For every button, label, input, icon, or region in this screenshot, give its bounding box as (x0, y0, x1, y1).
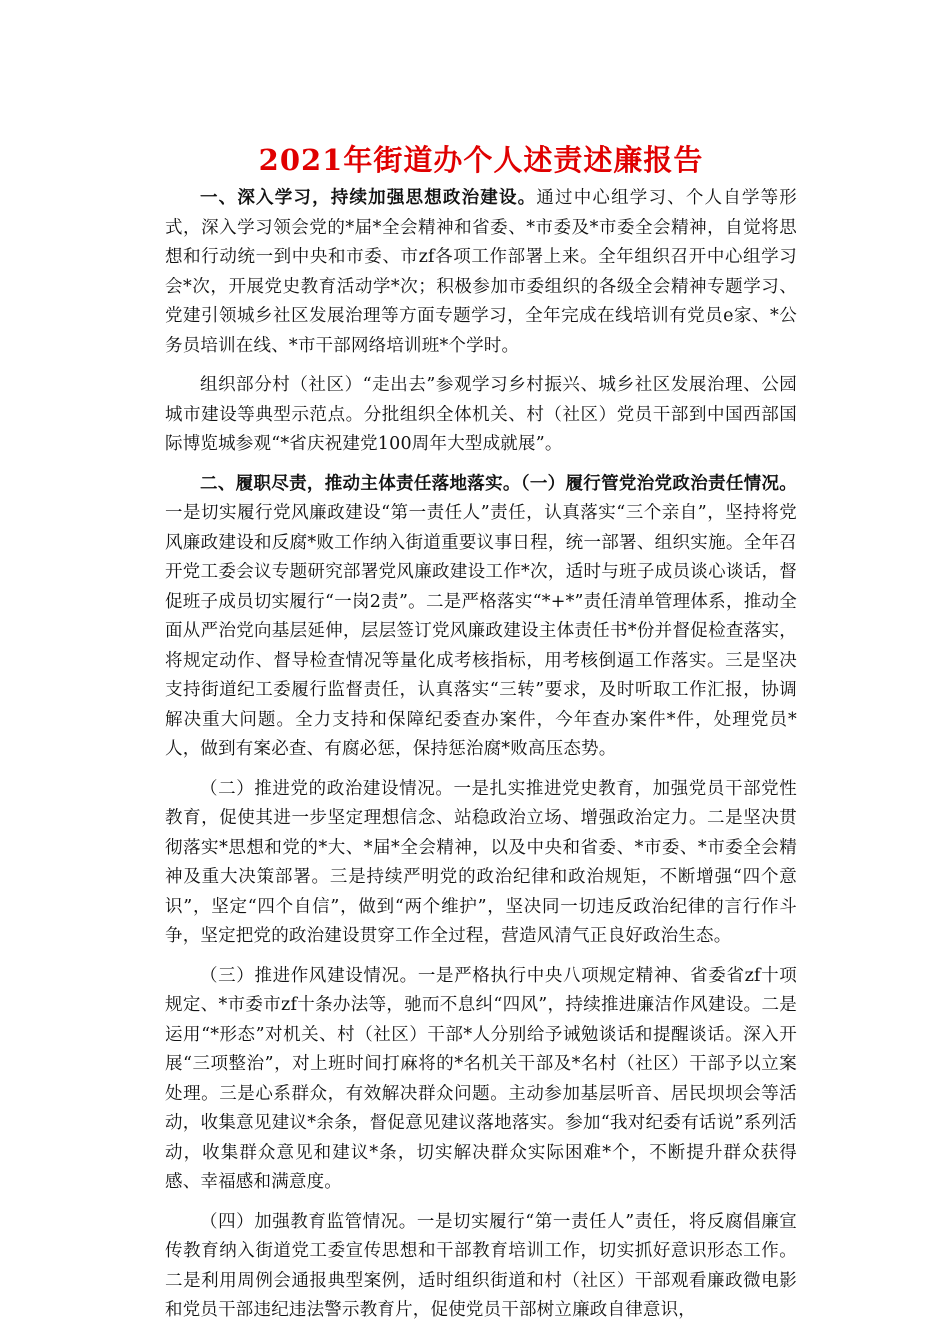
paragraph-1 (165, 184, 797, 361)
paragraph-5 (165, 962, 797, 1198)
paragraph-3-heading: 二、履职尽责，推动主体责任落地落实。（一）履行管党治党政治责任情况。 (200, 473, 797, 494)
paragraph-3 (165, 470, 797, 765)
paragraph-2 (165, 371, 797, 460)
paragraph-6 (165, 1208, 797, 1326)
paragraph-4-body: （二）推进党的政治建设情况。一是扎实推进党史教育，加强党员干部党性教育，促使其进一步坚定理想信念、站稳政治立场、增强政治定力。二是坚决贯彻落实*思想和党的*大、*届*全会精神，以及中央和省委、*市委、*市委全会精神及重大决策部署。三是持续严明党的政治纪律和政治规矩，不断增强“四个意识”，坚定“四个自信”，做到“两个维护”，坚决同一切违反政治纪律的言行作斗争，坚定把党的政治建设贯穿工作全过程，营造风清气正良好政治生态。 (165, 778, 797, 946)
document-page (165, 140, 797, 1336)
paragraph-3-body: 一是切实履行党风廉政建设“第一责任人”责任，认真落实“三个亲自”，坚持将党风廉政建设和反腐*败工作纳入街道重要议事日程，统一部署、组织实施。全年召开党工委会议专题研究部署党风廉政建设工作*次，适时与班子成员谈心谈话，督促班子成员切实履行“一岗2责”。二是严格落实“*+*”责任清单管理体系，推动全面从严治党向基层延伸，层层签订党风廉政建设主体责任书*份并督促检查落实，将规定动作、督导检查情况等量化成考核指标，用考核倒逼工作落实。三是坚决支持街道纪工委履行监督责任，认真落实“三转”要求，及时听取工作汇报，协调解决重大问题。全力支持和保障纪委查办案件，今年查办案件*件，处理党员*人，做到有案必查、有腐必惩，保持惩治腐*败高压态势。 (165, 503, 797, 759)
paragraph-2-body: 组织部分村（社区）“走出去”参观学习乡村振兴、城乡社区发展治理、公园城市建设等典型示范点。分批组织全体机关、村（社区）党员干部到中国西部国际博览城参观“*省庆祝建党100周年大型成就展”。 (165, 375, 797, 454)
paragraph-6-body: （四）加强教育监管情况。一是切实履行“第一责任人”责任，将反腐倡廉宣传教育纳入街道党工委宣传思想和干部教育培训工作，切实抓好意识形态工作。二是利用周例会通报典型案例，适时组织街道和村（社区）干部观看廉政微电影和党员干部违纪违法警示教育片，促使党员干部树立廉政自律意识， (165, 1211, 797, 1320)
paragraph-5-body: （三）推进作风建设情况。一是严格执行中央八项规定精神、省委省zf十项规定、*市委市zf十条办法等，驰而不息纠“四风”，持续推进廉洁作风建设。二是运用“*形态”对机关、村（社区）干部*人分别给予诫勉谈话和提醒谈话。深入开展“三项整治”，对上班时间打麻将的*名机关干部及*名村（社区）干部予以立案处理。三是心系群众，有效解决群众问题。主动参加基层听音、居民坝坝会等活动，收集意见建议*余条，督促意见建议落地落实。参加“我对纪委有话说”系列活动，收集群众意见和建议*条，切实解决群众实际困难*个，不断提升群众获得感、幸福感和满意度。 (165, 965, 797, 1192)
document-title: 2021年街道办个人述责述廉报告 (258, 143, 704, 177)
paragraph-1-heading: 一、深入学习，持续加强思想政治建设。 (200, 188, 537, 208)
paragraph-1-body: 通过中心组学习、个人自学等形式，深入学习领会党的*届*全会精神和省委、*市委及*市委全会精神，自觉将思想和行动统一到中央和市委、市zf各项工作部署上来。全年组织召开中心组学习会*次，开展党史教育活动学*次；积极参加市委组织的各级全会精神专题学习、党建引领城乡社区发展治理等方面专题学习，全年完成在线培训有党员e家、*公务员培训在线、*市干部网络培训班*个学时。 (165, 188, 797, 356)
paragraph-4 (165, 775, 797, 952)
